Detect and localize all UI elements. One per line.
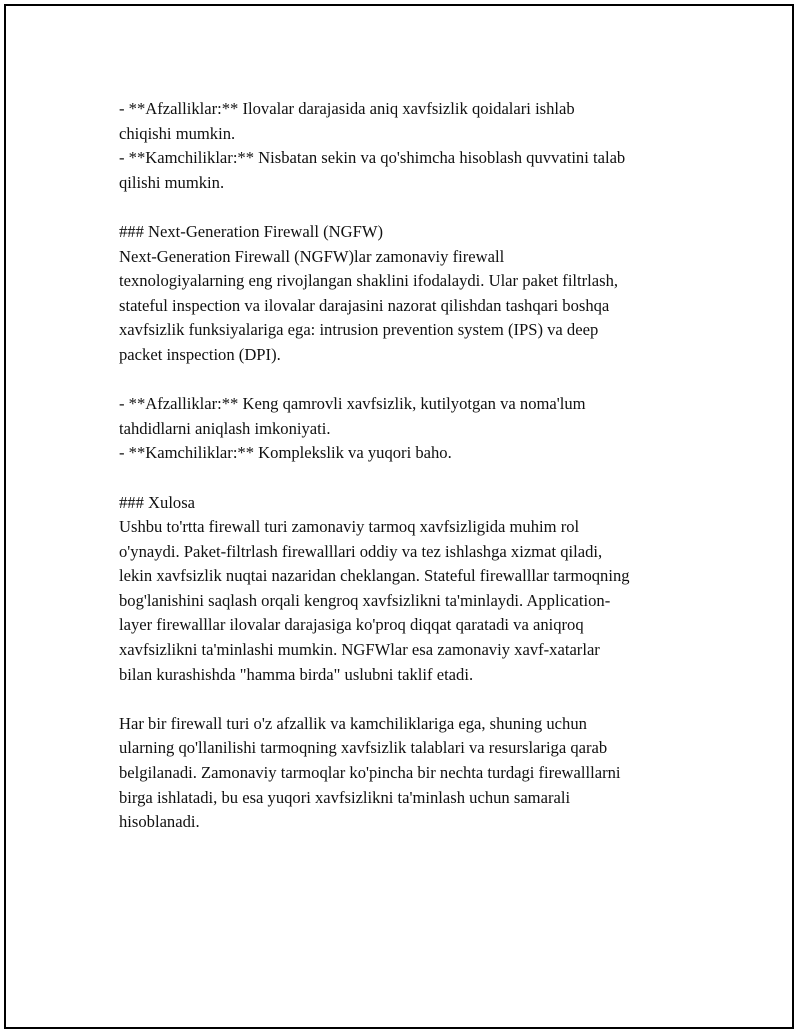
paragraph-line: Ushbu to'rtta firewall turi zamonaviy tarmoq xavfsizligida muhim rol	[119, 517, 580, 537]
section-heading-ngfw: ### Next-Generation Firewall (NGFW)	[119, 221, 384, 241]
paragraph-line: packet inspection (DPI).	[119, 344, 281, 364]
paragraph-spacer	[119, 687, 694, 712]
paragraph-line: bog'lanishini saqlash orqali kengroq xavfsizlikni ta'minlaydi. Application-	[119, 590, 611, 610]
cons-line: - **Kamchiliklar:** Komplekslik va yuqori baho.	[119, 443, 452, 463]
pros-line-cont: chiqishi mumkin.	[119, 123, 236, 143]
paragraph-line: Har bir firewall turi o'z afzallik va kamchiliklariga ega, shuning uchun	[119, 713, 587, 733]
paragraph-line: stateful inspection va ilovalar darajasini nazorat qilishdan tashqari boshqa	[119, 295, 610, 315]
paragraph-line: xavfsizlikni ta'minlashi mumkin. NGFWlar esa zamonaviy xavf-xatarlar	[119, 640, 600, 660]
conclusion-section	[119, 491, 694, 688]
ngfw-section	[119, 220, 694, 368]
paragraph-line: ularning qo'llanilishi tarmoqning xavfsizlik talablari va resurslariga qarab	[119, 738, 608, 758]
pros-line: - **Afzalliklar:** Keng qamrovli xavfsizlik, kutilyotgan va noma'lum	[119, 394, 586, 414]
pros-cons-block-ngfw	[119, 392, 694, 466]
paragraph-line: belgilanadi. Zamonaviy tarmoqlar ko'pincha bir nechta turdagi firewalllarni	[119, 763, 621, 783]
pros-line-cont: tahdidlarni aniqlash imkoniyati.	[119, 418, 331, 438]
section-heading-xulosa: ### Xulosa	[119, 492, 196, 512]
paragraph-line: xavfsizlik funksiyalariga ega: intrusion prevention system (IPS) va deep	[119, 320, 599, 340]
document-body	[119, 97, 694, 835]
paragraph-line: lekin xavfsizlik nuqtai nazaridan cheklangan. Stateful firewalllar tarmoqning	[119, 566, 630, 586]
paragraph-line: o'ynaydi. Paket-filtrlash firewalllari oddiy va tez ishlashga xizmat qiladi,	[119, 541, 603, 561]
pros-cons-block-application-layer	[119, 97, 694, 195]
paragraph-line: birga ishlatadi, bu esa yuqori xavfsizlikni ta'minlash uchun samarali	[119, 787, 571, 807]
paragraph-spacer	[119, 195, 694, 220]
paragraph-line: texnologiyalarning eng rivojlangan shaklini ifodalaydi. Ular paket filtrlash,	[119, 271, 619, 291]
final-paragraph	[119, 712, 694, 835]
paragraph-line: bilan kurashishda "hamma birda" uslubni taklif etadi.	[119, 664, 474, 684]
cons-line-cont: qilishi mumkin.	[119, 172, 225, 192]
paragraph-line: layer firewalllar ilovalar darajasiga ko'proq diqqat qaratadi va aniqroq	[119, 615, 584, 635]
pros-line: - **Afzalliklar:** Ilovalar darajasida aniq xavfsizlik qoidalari ishlab	[119, 99, 575, 118]
document-page	[4, 4, 794, 1029]
paragraph-spacer	[119, 466, 694, 491]
paragraph-line: Next-Generation Firewall (NGFW)lar zamonaviy firewall	[119, 246, 505, 266]
paragraph-spacer	[119, 368, 694, 393]
cons-line: - **Kamchiliklar:** Nisbatan sekin va qo'shimcha hisoblash quvvatini talab	[119, 148, 626, 168]
paragraph-line: hisoblanadi.	[119, 812, 200, 832]
